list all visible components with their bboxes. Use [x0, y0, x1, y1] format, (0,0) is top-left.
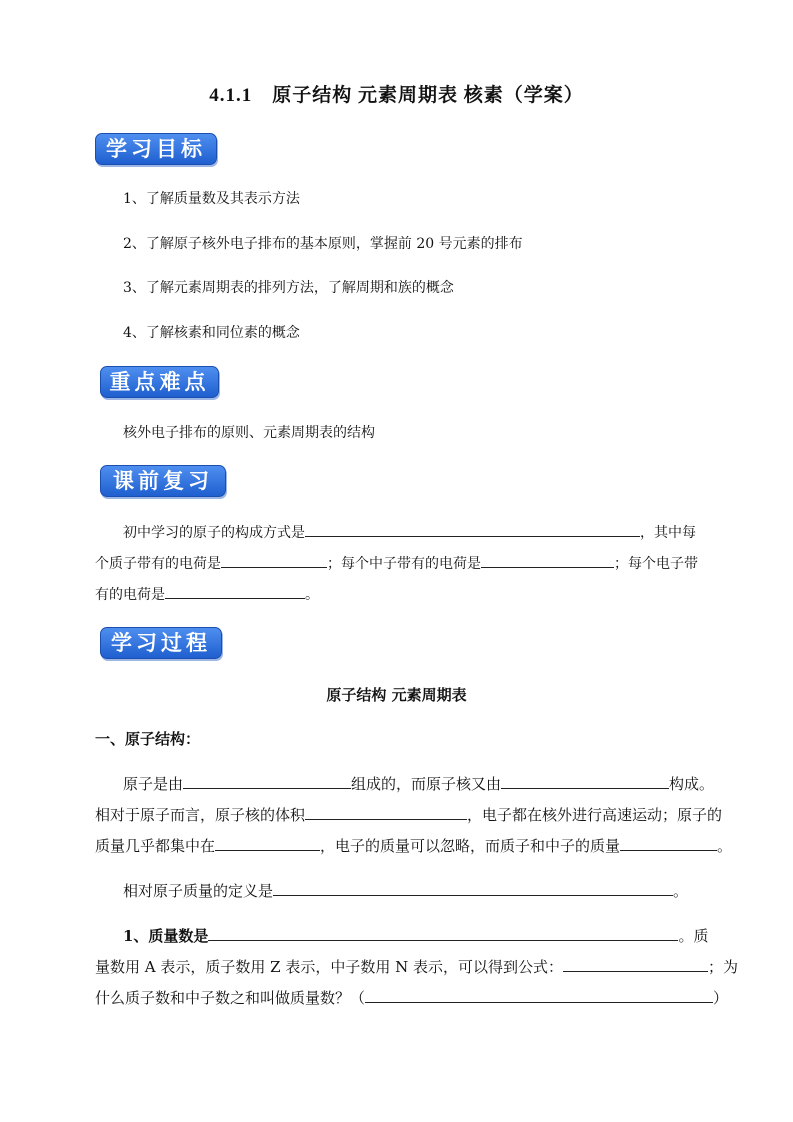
objective-item: 1、了解质量数及其表示方法 — [123, 191, 300, 207]
paragraph-text: ，电子都在核外进行高速运动；原子的 — [467, 806, 723, 824]
badge-process: 学习过程 — [100, 627, 222, 659]
paragraph-text: 组成的，而原子核又由 — [351, 775, 502, 793]
answer-blank[interactable] — [273, 881, 673, 896]
answer-blank[interactable] — [208, 926, 678, 941]
paragraph-text: 。 — [673, 882, 689, 900]
badge-objectives: 学习目标 — [95, 133, 217, 165]
answer-blank[interactable] — [501, 774, 669, 789]
paragraph-text: 原子是由 — [123, 775, 184, 793]
answer-blank[interactable] — [305, 522, 640, 537]
mass-number-label: 1、质量数是 — [123, 927, 209, 945]
review-line-2 — [95, 553, 698, 573]
answer-blank[interactable] — [620, 836, 717, 851]
badge-key-points: 重点难点 — [100, 366, 219, 398]
paragraph-text: 相对原子质量的定义是 — [123, 882, 274, 900]
paragraph-text: ） — [713, 989, 729, 1007]
paragraph-line — [95, 804, 722, 825]
section-heading: 原子结构 元素周期表 — [326, 686, 467, 704]
review-line-1 — [123, 522, 696, 542]
review-line-3 — [95, 584, 319, 604]
answer-blank[interactable] — [305, 805, 467, 820]
paragraph-line — [95, 956, 738, 977]
answer-blank[interactable] — [221, 553, 327, 568]
answer-blank[interactable] — [481, 553, 614, 568]
answer-blank[interactable] — [563, 957, 708, 972]
review-text: ；每个电子带 — [614, 556, 698, 572]
paragraph-text: 什么质子数和中子数之和叫做质量数？（ — [95, 989, 366, 1007]
paragraph-line — [123, 925, 708, 946]
review-text: 。 — [305, 587, 319, 603]
paragraph-text: ，电子的质量可以忽略，而质子和中子的质量 — [320, 837, 621, 855]
section-title-atomic-structure: 一、原子结构： — [95, 730, 201, 748]
paragraph-line — [95, 835, 732, 856]
page-title: 4.1.1 原子结构 元素周期表 核素（学案） — [209, 85, 584, 106]
answer-blank[interactable] — [165, 584, 305, 599]
objective-item: 3、了解元素周期表的排列方法，了解周期和族的概念 — [123, 280, 454, 296]
paragraph-text: 。 — [717, 837, 733, 855]
answer-blank[interactable] — [365, 988, 713, 1003]
key-points-text: 核外电子排布的原则、元素周期表的结构 — [123, 425, 375, 441]
review-text: ；每个中子带有的电荷是 — [327, 556, 481, 572]
review-text: 有的电荷是 — [95, 587, 165, 603]
paragraph-text: 构成。 — [669, 775, 715, 793]
review-text: 初中学习的原子的构成方式是 — [123, 525, 305, 541]
paragraph-line — [123, 880, 688, 901]
answer-blank[interactable] — [215, 836, 320, 851]
review-text: ，其中每 — [640, 525, 696, 541]
paragraph-text: 量数用 A 表示，质子数用 Z 表示，中子数用 N 表示，可以得到公式： — [95, 958, 563, 976]
answer-blank[interactable] — [183, 774, 351, 789]
paragraph-text: 质量几乎都集中在 — [95, 837, 216, 855]
paragraph-text: 相对于原子而言，原子核的体积 — [95, 806, 306, 824]
paragraph-text: 。质 — [678, 927, 709, 945]
review-text: 个质子带有的电荷是 — [95, 556, 221, 572]
paragraph-text: ；为 — [708, 958, 739, 976]
badge-review: 课前复习 — [100, 465, 226, 497]
paragraph-line — [95, 987, 728, 1008]
objective-item: 4、了解核素和同位素的概念 — [123, 325, 300, 341]
objective-item: 2、了解原子核外电子排布的基本原则，掌握前 20 号元素的排布 — [123, 236, 523, 252]
paragraph-line — [123, 773, 714, 794]
